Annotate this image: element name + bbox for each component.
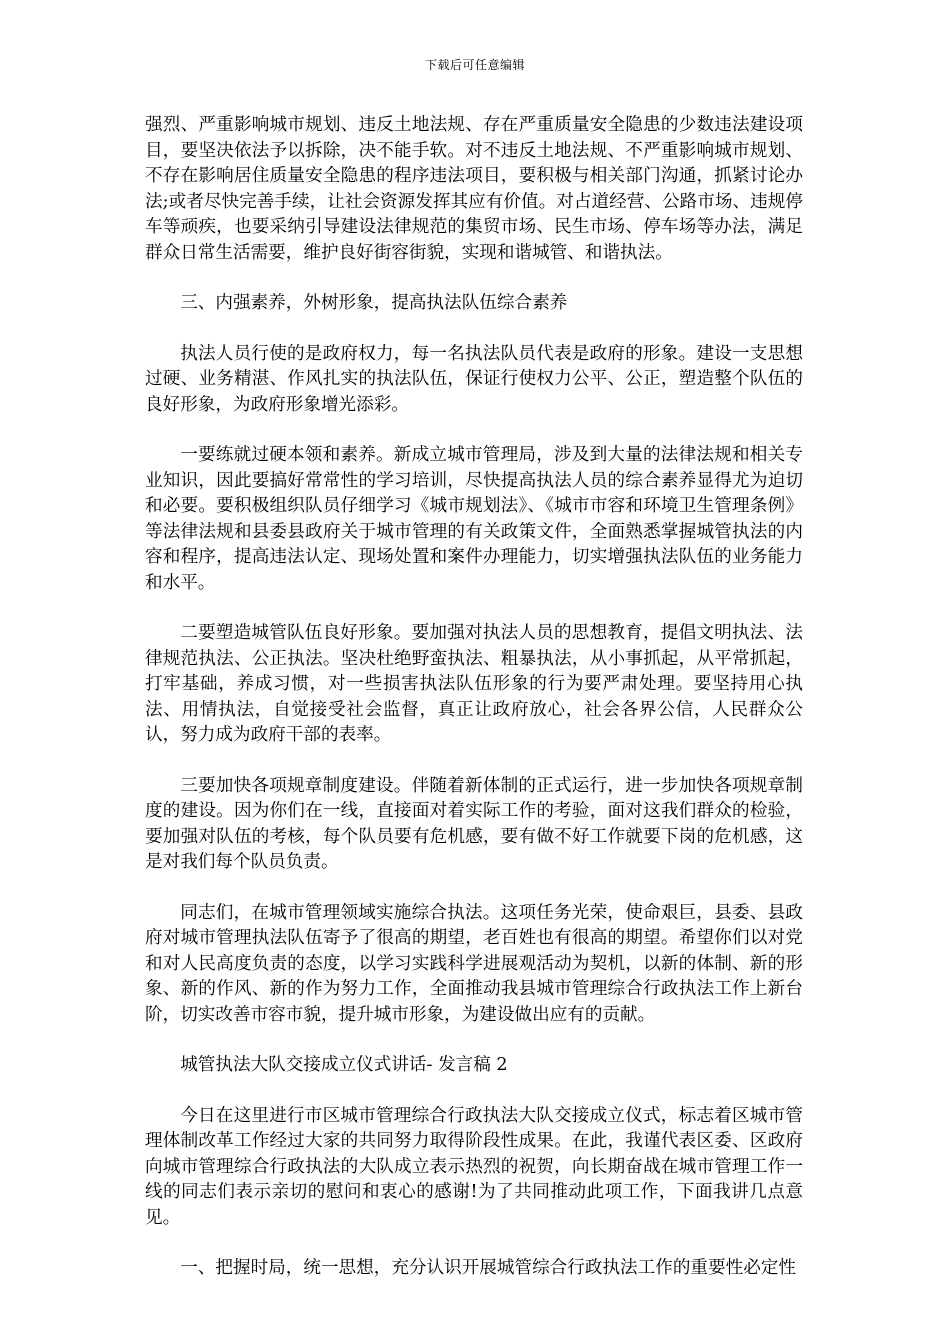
paragraph: 三要加快各项规章制度建设。伴随着新体制的正式运行，进一步加快各项规章制度的建设。因为你们在一线，直接面对着实际工作的考验，面对这我们群众的检验，要加强对队伍的考核，每个队员要有危机感，要有做不好工作就要下岗的危机感，这是对我们每个队员负责。 xyxy=(145,775,803,872)
section-heading: 一、把握时局，统一思想，充分认识开展城管综合行政执法工作的重要性必定性 xyxy=(180,1258,796,1278)
paragraph: 二要塑造城管队伍良好形象。要加强对执法人员的思想教育，提倡文明执法、法律规范执法、公正执法。坚决杜绝野蛮执法、粗暴执法，从小事抓起，从平常抓起，打牢基础，养成习惯，对一些损害执法队伍形象的行为要严肃处理。要坚持用心执法、用情执法，自觉接受社会监督，真正让政府放心，社会各界公信，人民群众公认，努力成为政府干部的表率。 xyxy=(145,623,803,745)
paragraph: 同志们，在城市管理领域实施综合执法。这项任务光荣，使命艰巨，县委、县政府对城市管理执法队伍寄予了很高的期望，老百姓也有很高的期望。希望你们以对党和对人民高度负责的态度，以学习实践科学进展观活动为契机，以新的体制、新的形象、新的作风、新的作为努力工作，全面推动我县城市管理综合行政执法工作上新台阶，切实改善市容市貌，提升城市形象，为建设做出应有的贡献。 xyxy=(145,902,803,1025)
paragraph: 执法人员行使的是政府权力，每一名执法队员代表是政府的形象。建设一支思想过硬、业务精湛、作风扎实的执法队伍，保证行使权力公平、公正，塑造整个队伍的良好形象，为政府形象增光添彩。 xyxy=(145,343,803,415)
paragraph: 今日在这里进行市区城市管理综合行政执法大队交接成立仪式，标志着区城市管理体制改革工作经过大家的共同努力取得阶段性成果。在此，我谨代表区委、区政府向城市管理综合行政执法的大队成立表示热烈的祝贺，向长期奋战在城市管理工作一线的同志们表示亲切的慰问和衷心的感谢!为了共同推动此项工作，下面我讲几点意见。 xyxy=(145,1105,803,1228)
page-header: 下载后可任意编辑 xyxy=(424,58,525,72)
paragraph: 强烈、严重影响城市规划、违反土地法规、存在严重质量安全隐患的少数违法建设项目，要坚决依法予以拆除，决不能手软。对不违反土地法规、不严重影响城市规划、不存在影响居住质量安全隐患的程序违法项目，要积极与相关部门沟通，抓紧讨论办法;或者尽快完善手续，让社会资源发挥其应有价值。对占道经营、公路市场、违规停车等顽疾，也要采纳引导建设法律规范的集贸市场、民生市场、停车场等办法，满足群众日常生活需要，维护良好街容街貌，实现和谐城管、和谐执法。 xyxy=(145,115,803,263)
document-body xyxy=(145,113,803,1307)
section-heading: 三、内强素养，外树形象，提高执法队伍综合素养 xyxy=(180,293,568,313)
document-title: 城管执法大队交接成立仪式讲话- 发言稿 2 xyxy=(180,1055,508,1075)
paragraph: 一要练就过硬本领和素养。新成立城市管理局，涉及到大量的法律法规和相关专业知识，因此要搞好常常性的学习培训，尽快提高执法人员的综合素养显得尤为迫切和必要。要积极组织队员仔细学习《城市规划法》、《城市市容和环境卫生管理条例》等法律法规和县委县政府关于城市管理的有关政策文件，全面熟悉掌握城管执法的内容和程序，提高违法认定、现场处置和案件办理能力，切实增强执法队伍的业务能力和水平。 xyxy=(145,445,803,593)
